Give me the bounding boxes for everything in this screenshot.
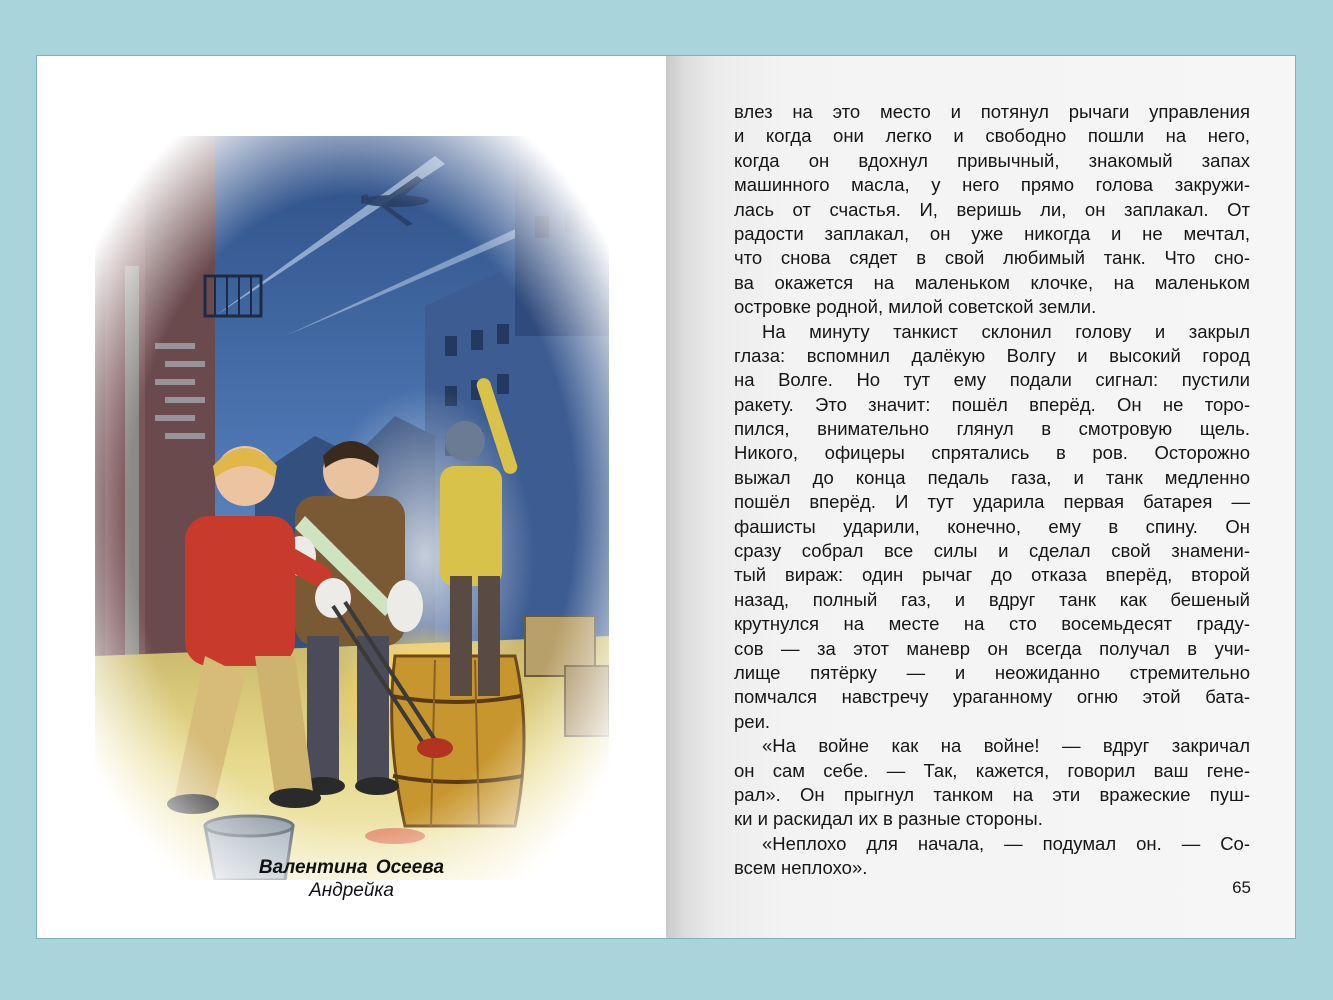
text-line: фашисты ударили, конечно, ему в спину. Он xyxy=(734,515,1250,537)
text-line: ракету. Это значит: пошёл вперёд. Он не торо- xyxy=(734,393,1250,415)
text-line: «Неплохо для начала, — подумал он. — Со- xyxy=(762,832,1250,854)
text-line: лище пятёрку — и неожиданно стремительно xyxy=(734,661,1250,683)
text-line: крутнулся на месте на сто восемьдесят граду- xyxy=(734,613,1250,635)
text-line: помчался навстречу ураганному огню этой бата- xyxy=(734,686,1250,708)
text-line: сразу собрал все силы и сделал свой знамени- xyxy=(734,540,1250,562)
text-line: всем неплохо». xyxy=(734,857,868,879)
text-line: Никого, офицеры спрятались в ров. Осторожно xyxy=(734,442,1250,464)
text-line: выжал до конца педаль газа, и танк медленно xyxy=(734,466,1250,488)
text-line: назад, полный газ, и вдруг танк как бешеный xyxy=(734,588,1250,610)
text-line: сов — за этот маневр он всегда получал в учи- xyxy=(734,637,1250,659)
text-line: влез на это место и потянул рычаги управления xyxy=(734,101,1250,122)
text-line: он сам себе. — Так, кажется, говорил ваш гене- xyxy=(734,759,1250,781)
text-line: пошёл вперёд. И тут ударила первая батарея — xyxy=(734,491,1250,513)
text-line: пился, внимательно глянул в смотровую щель. xyxy=(734,418,1250,440)
text-line: глаза: вспомнил далёкую Волгу и высокий город xyxy=(734,344,1250,366)
text-line: когда он вдохнул привычный, знакомый запах xyxy=(734,149,1250,171)
text-line: на Волге. Но тут ему подали сигнал: пустили xyxy=(734,369,1250,391)
left-page xyxy=(37,56,666,938)
illustration-caption xyxy=(37,856,666,902)
body-text xyxy=(734,100,1250,881)
text-line: ва окажется на маленьком клочке, на маленьком xyxy=(734,271,1250,293)
text-line: радости заплакал, он уже никогда и не мечтал, xyxy=(734,222,1250,244)
book-spread xyxy=(37,56,1295,938)
text-line: лась от счастья. И, веришь ли, он заплакал. От xyxy=(734,198,1250,220)
page-number: 65 xyxy=(1232,878,1251,897)
caption-title: Андрейка xyxy=(309,880,394,901)
text-line: тый вираж: один рычаг до отказа вперёд, второй xyxy=(734,564,1250,586)
caption-author: Валентина Осеева xyxy=(258,857,445,878)
right-page xyxy=(666,56,1295,938)
illustration-svg xyxy=(95,136,609,880)
text-line: ки и раскидал их в разные стороны. xyxy=(734,808,1043,830)
text-line: что снова сядет в свой любимый танк. Что сно- xyxy=(734,247,1250,269)
text-line: «На войне как на войне! — вдруг закричал xyxy=(762,735,1250,757)
text-line: островке родной, милой советской земли. xyxy=(734,296,1097,318)
children-around-fire-illustration xyxy=(95,136,609,880)
text-line: рал». Он прыгнул танком на эти вражеские пуш- xyxy=(734,783,1250,805)
text-line: и когда они легко и свободно пошли на него, xyxy=(734,125,1250,147)
text-line: реи. xyxy=(734,710,771,732)
text-line: машинного масла, у него прямо голова закружи- xyxy=(734,174,1250,196)
text-line: На минуту танкист склонил голову и закрыл xyxy=(762,320,1250,342)
